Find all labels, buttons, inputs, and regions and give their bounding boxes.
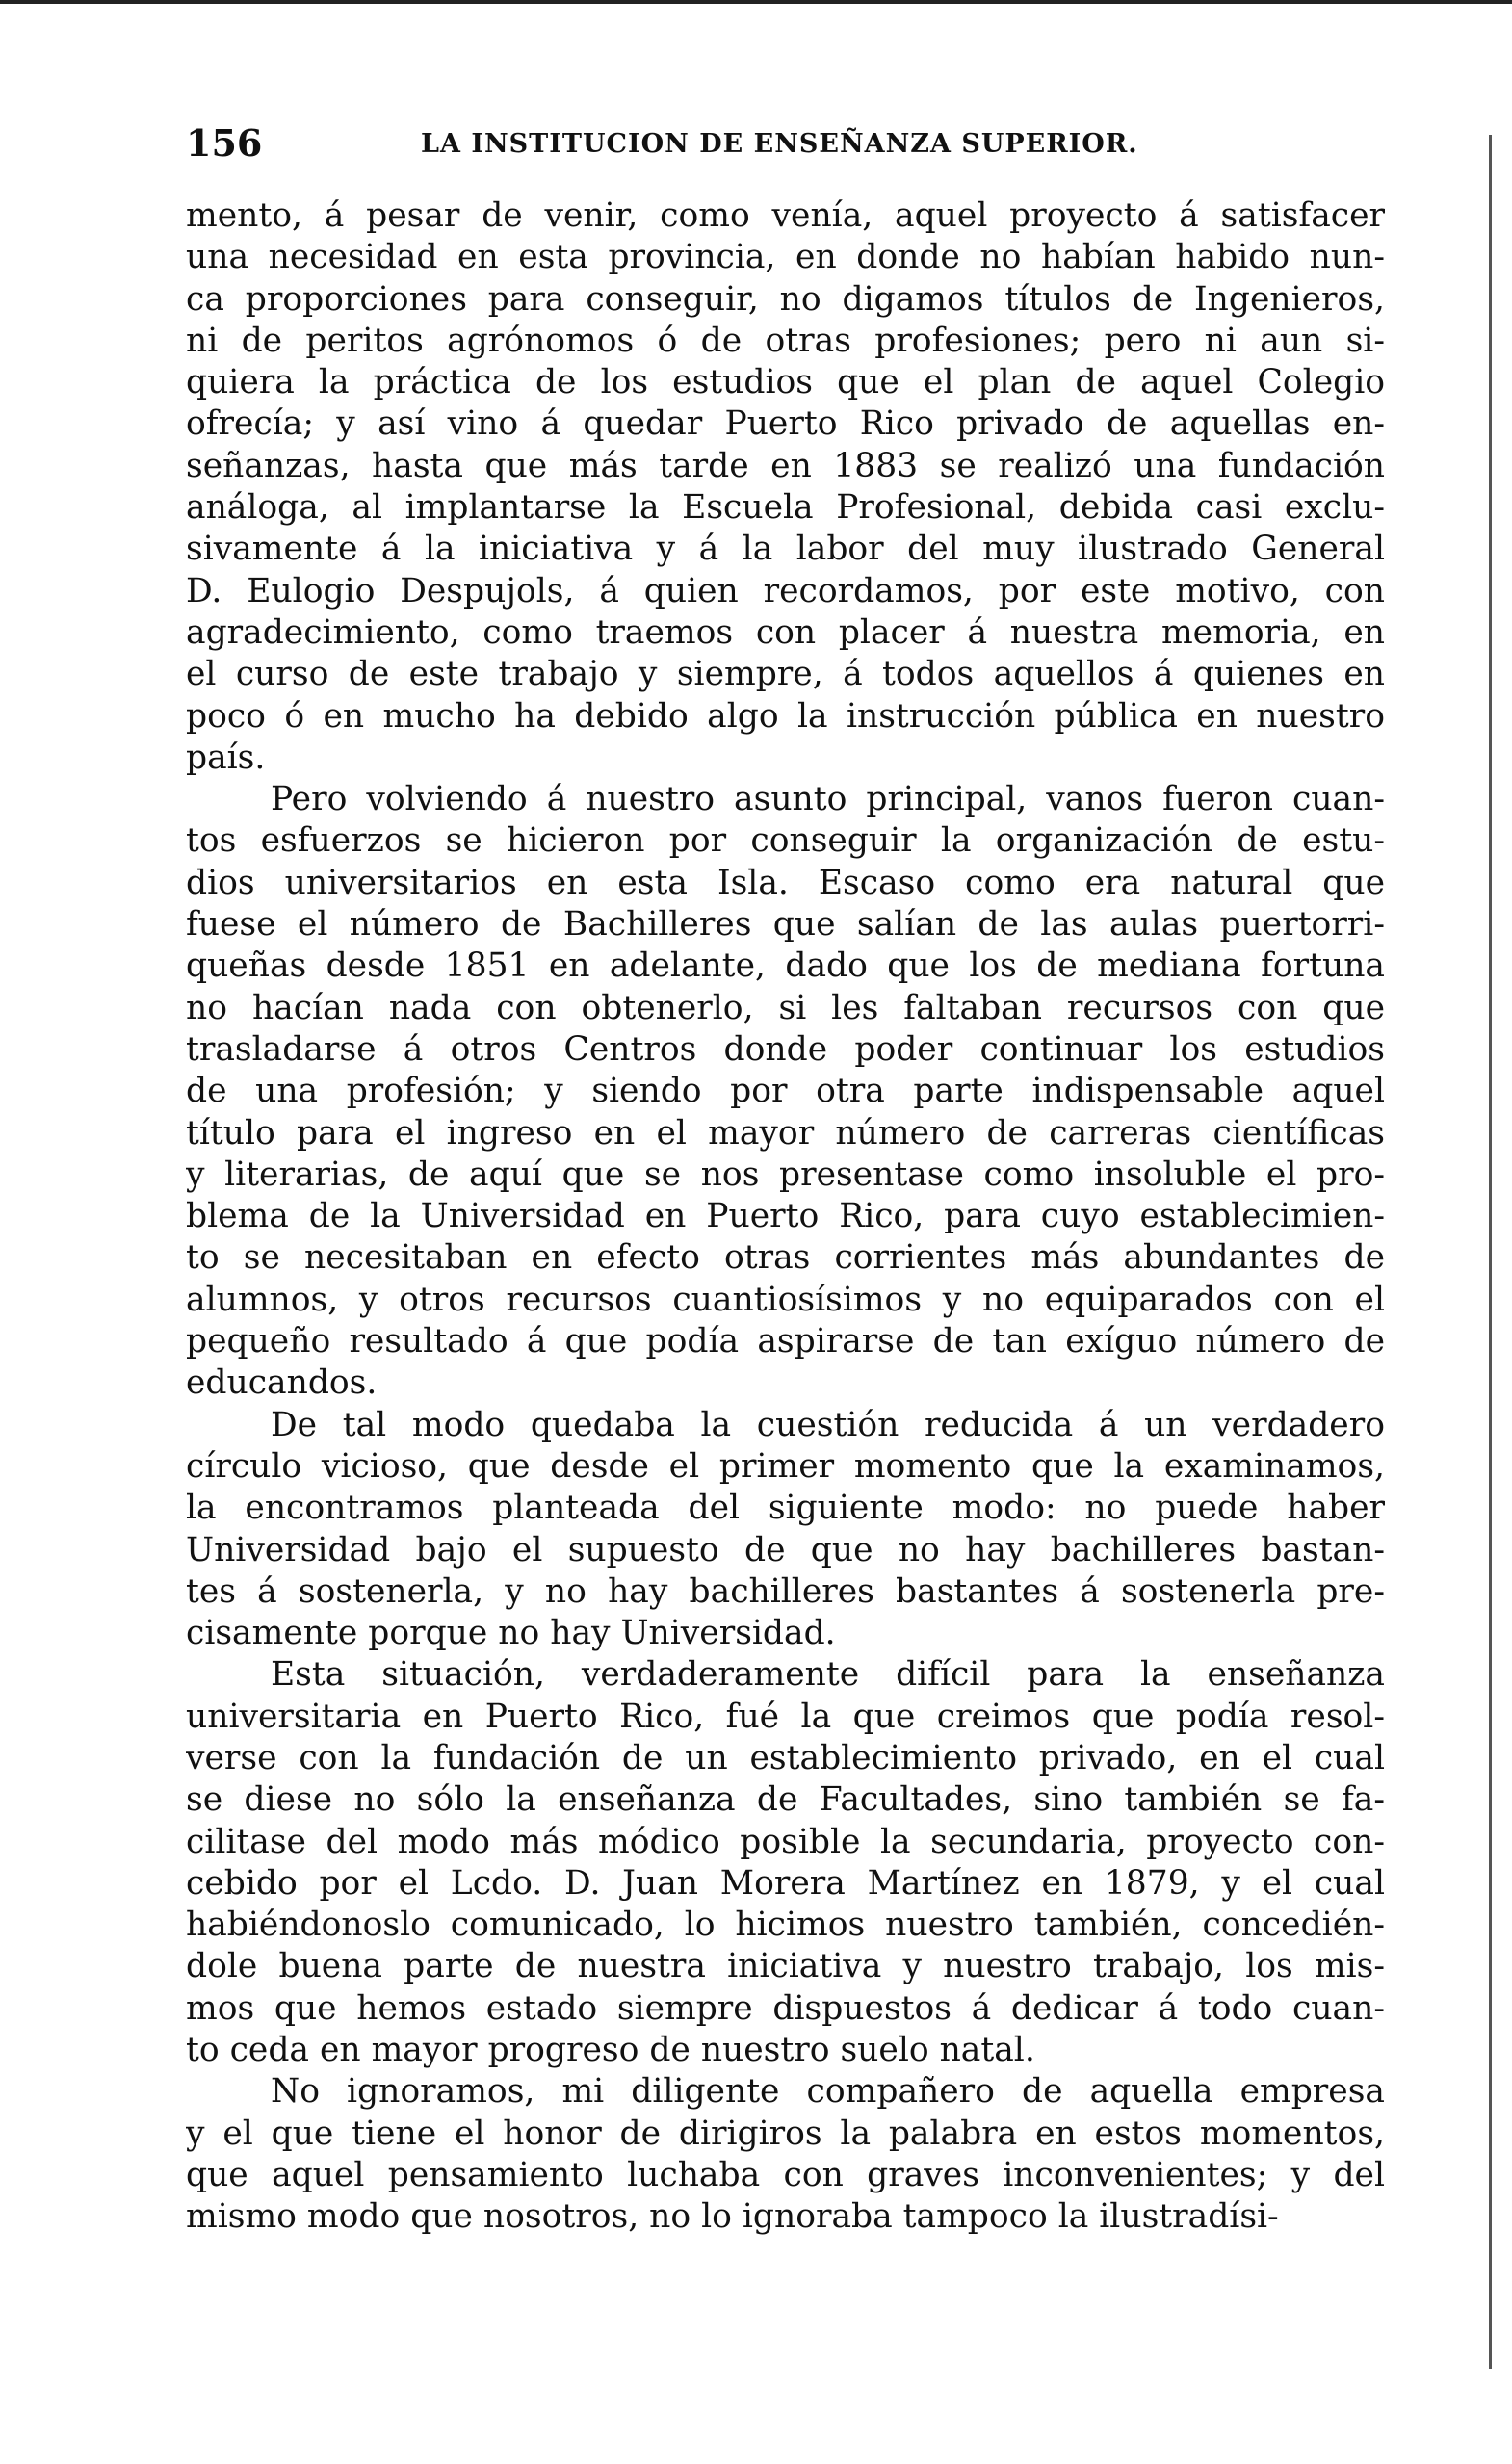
text-line: círculo vicioso, que desde el primer momento que la examinamos, [186, 1446, 1385, 1486]
text-line: y el que tiene el honor de dirigiros la palabra en estos momentos, [186, 2114, 1385, 2153]
text-line: país. [186, 738, 266, 777]
text-line: una necesidad en esta provincia, en donde no habían habido nun- [186, 238, 1385, 277]
page-number: 156 [186, 121, 263, 165]
top-border-rule [0, 0, 1512, 4]
text-line: cisamente porque no hay Universidad. [186, 1614, 836, 1653]
text-line: blema de la Universidad en Puerto Rico, para cuyo establecimien- [186, 1197, 1385, 1236]
body-text [186, 195, 1385, 2239]
paragraph [186, 779, 1385, 1404]
paragraph [186, 1654, 1385, 2071]
text-line: la encontramos planteada del siguiente modo: no puede haber [186, 1489, 1385, 1528]
text-line: De tal modo quedaba la cuestión reducida á un verdadero [271, 1405, 1385, 1444]
text-line: Universidad bajo el supuesto de que no hay bachilleres bastan- [186, 1530, 1385, 1569]
text-line: ca proporciones para conseguir, no digamos títulos de Ingenieros, [186, 279, 1385, 319]
page-header [186, 119, 1385, 168]
paragraph [186, 195, 1385, 779]
text-line: tes á sostenerla, y no hay bachilleres bastantes á sostenerla pre- [186, 1571, 1385, 1611]
text-line: queñas desde 1851 en adelante, dado que los de mediana fortuna [186, 947, 1385, 986]
text-line: fuese el número de Bachilleres que salían de las aulas puertorri- [186, 905, 1385, 945]
text-line: que aquel pensamiento luchaba con graves inconvenientes; y del [186, 2155, 1385, 2194]
text-line: No ignoramos, mi diligente compañero de aquella empresa [271, 2072, 1385, 2112]
text-line: de una profesión; y siendo por otra parte indispensable aquel [186, 1072, 1385, 1111]
text-line: pequeño resultado á que podía aspirarse de tan exíguo número de [186, 1322, 1385, 1362]
text-line: alumnos, y otros recursos cuantiosísimos y no equiparados con el [186, 1280, 1385, 1319]
text-line: mento, á pesar de venir, como venía, aquel proyecto á satisfacer [186, 196, 1385, 235]
text-line: cebido por el Lcdo. D. Juan Morera Martínez en 1879, y el cual [186, 1863, 1385, 1903]
text-line: dios universitarios en esta Isla. Escaso como era natural que [186, 863, 1385, 902]
text-line: señanzas, hasta que más tarde en 1883 se realizó una fundación [186, 446, 1385, 485]
paragraph [186, 1405, 1385, 1655]
text-line: cilitase del modo más módico posible la secundaria, proyecto con- [186, 1822, 1385, 1861]
text-line: mos que hemos estado siempre dispuestos á dedicar á todo cuan- [186, 1988, 1385, 2028]
text-line: el curso de este trabajo y siempre, á todos aquellos á quienes en [186, 655, 1385, 694]
text-line: universitaria en Puerto Rico, fué la que creimos que podía resol- [186, 1697, 1385, 1736]
text-line: Pero volviendo á nuestro asunto principal, vanos fueron cuan- [271, 780, 1385, 819]
text-line: sivamente á la iniciativa y á la labor del muy ilustrado General [186, 530, 1385, 569]
text-line: habiéndonoslo comunicado, lo hicimos nuestro también, concedién- [186, 1906, 1385, 1945]
text-line: dole buena parte de nuestra iniciativa y nuestro trabajo, los mis- [186, 1947, 1385, 1986]
text-line: quiera la práctica de los estudios que el plan de aquel Colegio [186, 363, 1385, 402]
text-line: tos esfuerzos se hicieron por conseguir la organización de estu- [186, 821, 1385, 861]
text-line: to ceda en mayor progreso de nuestro suelo natal. [186, 2031, 1035, 2070]
text-line: to se necesitaban en efecto otras corrientes más abundantes de [186, 1238, 1385, 1278]
right-margin-rule [1489, 135, 1492, 2369]
text-line: se diese no sólo la enseñanza de Facultades, sino también se fa- [186, 1780, 1385, 1820]
text-line: análoga, al implantarse la Escuela Profesional, debida casi exclu- [186, 488, 1385, 528]
text-line: y literarias, de aquí que se nos presentase como insoluble el pro- [186, 1154, 1385, 1194]
text-line: ofrecía; y así vino á quedar Puerto Rico privado de aquellas en- [186, 404, 1385, 444]
text-line: Esta situación, verdaderamente difícil para la enseñanza [271, 1655, 1385, 1695]
running-head: LA INSTITUCION DE ENSEÑANZA SUPERIOR. [421, 129, 1138, 159]
text-line: poco ó en mucho ha debido algo la instrucción pública en nuestro [186, 696, 1385, 736]
text-line: ni de peritos agrónomos ó de otras profesiones; pero ni aun si- [186, 321, 1385, 360]
text-line: D. Eulogio Despujols, á quien recordamos, por este motivo, con [186, 571, 1385, 610]
text-line: título para el ingreso en el mayor número de carreras científicas [186, 1113, 1385, 1153]
text-line: no hacían nada con obtenerlo, si les faltaban recursos con que [186, 988, 1385, 1027]
paragraph [186, 2071, 1385, 2238]
text-line: educandos. [186, 1363, 378, 1403]
text-line: verse con la fundación de un establecimiento privado, en el cual [186, 1738, 1385, 1777]
paragraphs [186, 195, 1385, 2239]
text-line: mismo modo que nosotros, no lo ignoraba tampoco la ilustradísi- [186, 2197, 1279, 2237]
text-line: trasladarse á otros Centros donde poder continuar los estudios [186, 1029, 1385, 1069]
text-line: agradecimiento, como traemos con placer á nuestra memoria, en [186, 612, 1385, 652]
